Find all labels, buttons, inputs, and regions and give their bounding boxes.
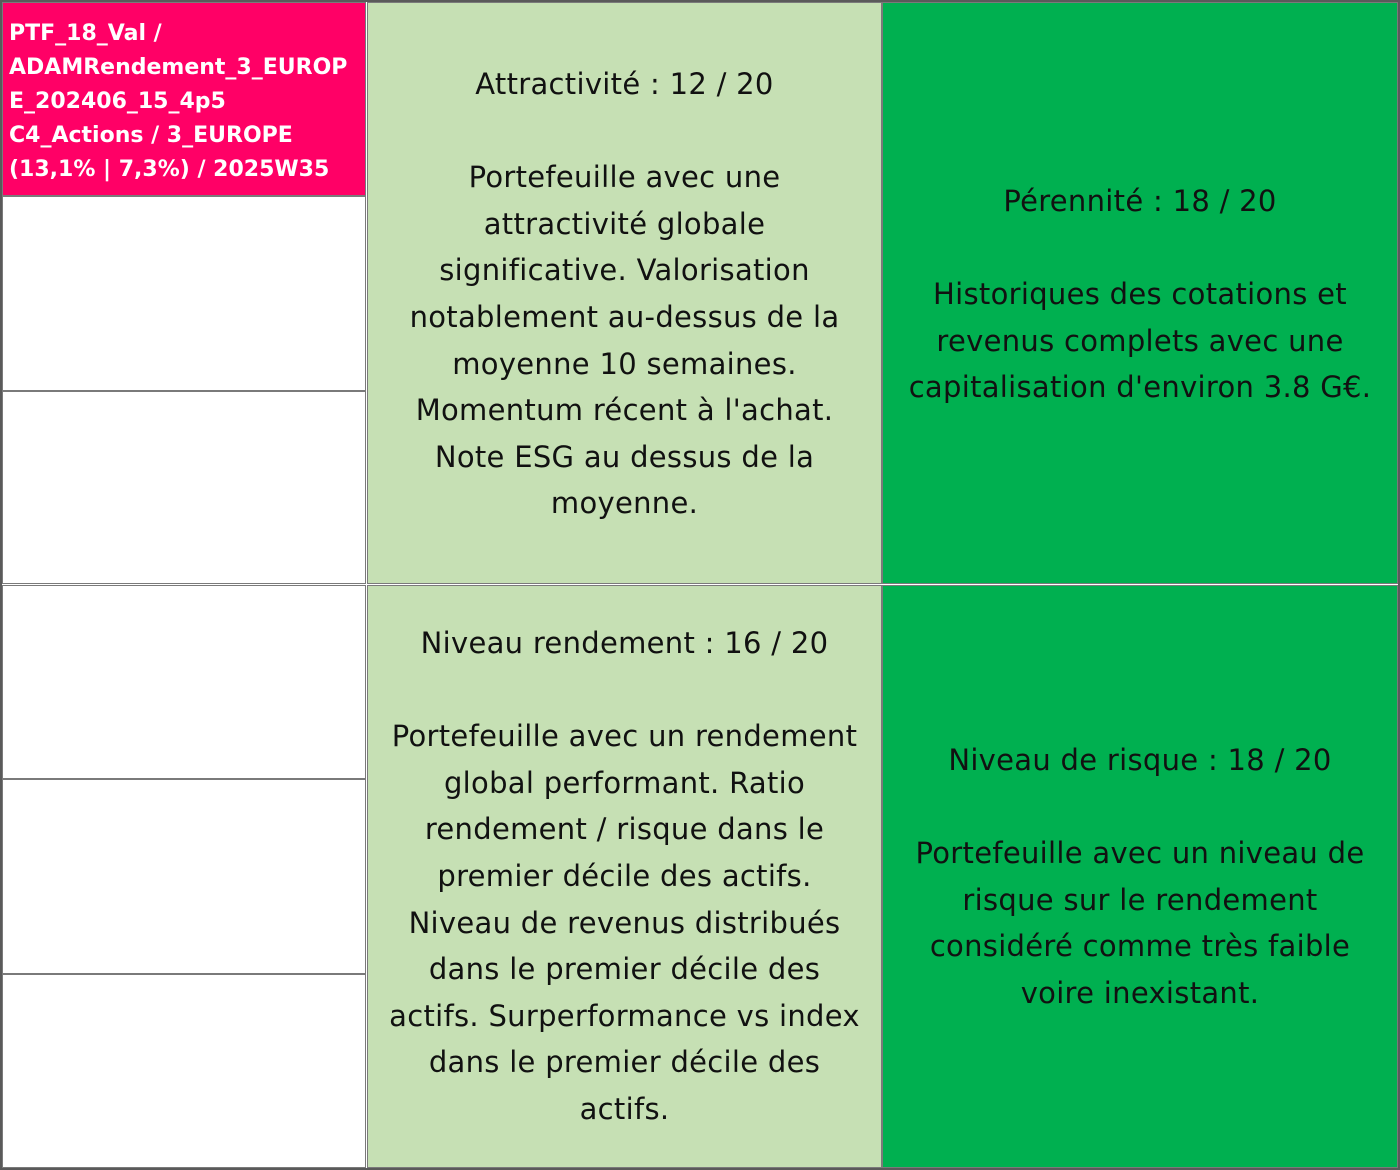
attractivite-line: notablement au-dessus de la — [409, 299, 840, 334]
portfolio-label-line: ADAMRendement_3_EUROP — [9, 55, 348, 80]
rendement-line: premier décile des actifs. — [437, 858, 812, 893]
portfolio-label-line: (13,1% | 7,3%) / 2025W35 — [9, 157, 330, 182]
empty-cell — [2, 974, 366, 1168]
perennite-line: Historiques des cotations et — [933, 277, 1347, 312]
rendement-line: global performant. Ratio — [443, 765, 806, 800]
empty-cell — [2, 196, 366, 391]
rendement-line: dans le premier décile des — [428, 952, 821, 987]
rendement-line: rendement / risque dans le — [424, 812, 825, 847]
rendement-title: Niveau rendement : 16 / 20 — [420, 626, 829, 660]
attractivite-line: attractivité globale — [483, 206, 766, 241]
risque-line: Portefeuille avec un niveau de — [915, 836, 1365, 871]
attractivite-line: Momentum récent à l'achat. — [415, 393, 834, 428]
attractivite-line: Note ESG au dessus de la — [434, 439, 815, 474]
attractivite-title: Attractivité : 12 / 20 — [475, 67, 774, 101]
portfolio-header-cell — [2, 2, 366, 196]
perennite-line: revenus complets avec une — [936, 323, 1344, 358]
risque-title: Niveau de risque : 18 / 20 — [948, 743, 1332, 777]
empty-cell — [2, 585, 366, 779]
attractivite-line: moyenne. — [550, 486, 699, 521]
portfolio-label-line: E_202406_15_4p5 — [9, 89, 226, 114]
attractivite-line: Portefeuille avec une — [468, 160, 781, 195]
perennite-cell — [882, 2, 1398, 584]
risque-line: voire inexistant. — [1020, 975, 1260, 1010]
portfolio-label-line: PTF_18_Val / — [9, 21, 162, 46]
risque-line: risque sur le rendement — [962, 882, 1318, 917]
perennite-line: capitalisation d'environ 3.8 G€. — [908, 370, 1372, 405]
rendement-cell — [367, 585, 882, 1168]
risque-line: considéré comme très faible — [929, 929, 1351, 964]
risque-cell — [882, 585, 1398, 1168]
attractivite-line: significative. Valorisation — [439, 253, 810, 288]
rendement-line: Portefeuille avec un rendement — [391, 719, 858, 754]
rendement-line: actifs. — [579, 1091, 670, 1126]
attractivite-cell — [367, 2, 882, 584]
empty-cell — [2, 391, 366, 584]
empty-cell — [2, 779, 366, 974]
rendement-line: Niveau de revenus distribués — [408, 905, 841, 940]
rendement-line: actifs. Surperformance vs index — [389, 998, 860, 1033]
attractivite-line: moyenne 10 semaines. — [452, 346, 797, 381]
rendement-line: dans le premier décile des — [428, 1045, 821, 1080]
perennite-title: Pérennité : 18 / 20 — [1003, 184, 1277, 218]
portfolio-label-line: C4_Actions / 3_EUROPE — [9, 123, 293, 148]
